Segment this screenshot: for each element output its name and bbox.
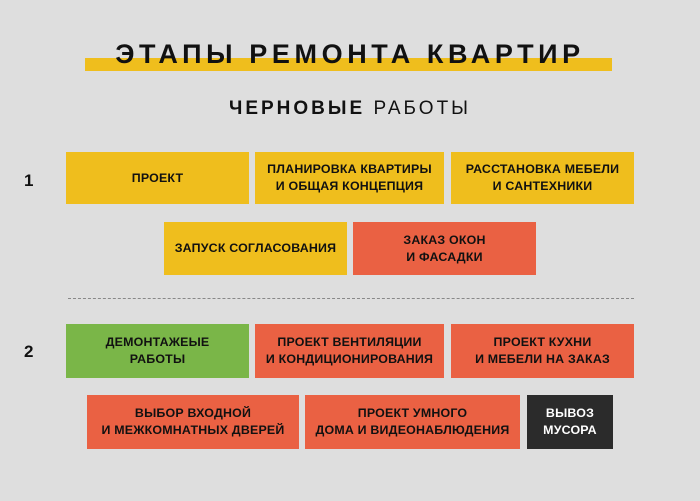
step-box: ПРОЕКТ КУХНИ И МЕБЕЛИ НА ЗАКАЗ [451,324,634,378]
title-container [0,36,700,72]
step-box: ВЫБОР ВХОДНОЙ И МЕЖКОМНАТНЫХ ДВЕРЕЙ [87,395,299,449]
step-box: ПРОЕКТ УМНОГО ДОМА И ВИДЕОНАБЛЮДЕНИЯ [305,395,520,449]
step-box: ВЫВОЗ МУСОРА [527,395,613,449]
subtitle-regular: РАБОТЫ [373,98,472,119]
step-box: ДЕМОНТАЖЕЫЕ РАБОТЫ [66,324,249,378]
step-box: ПЛАНИРОВКА КВАРТИРЫ И ОБЩАЯ КОНЦЕПЦИЯ [255,152,444,204]
step-box: РАССТАНОВКА МЕБЕЛИ И САНТЕХНИКИ [451,152,634,204]
step-box: ЗАПУСК СОГЛАСОВАНИЯ [164,222,347,275]
step-box: ЗАКАЗ ОКОН И ФАСАДКИ [353,222,536,275]
step-box: ПРОЕКТ [66,152,249,204]
stage-number-1: 1 [24,171,34,190]
section-subtitle [0,97,700,121]
subtitle-bold: ЧЕРНОВЫЕ [228,98,366,119]
step-box: ПРОЕКТ ВЕНТИЛЯЦИИ И КОНДИЦИОНИРОВАНИЯ [255,324,444,378]
stage-divider [68,298,634,299]
stage-number-2: 2 [24,342,34,361]
page-title: ЭТАПЫ РЕМОНТА КВАРТИР [115,39,585,69]
